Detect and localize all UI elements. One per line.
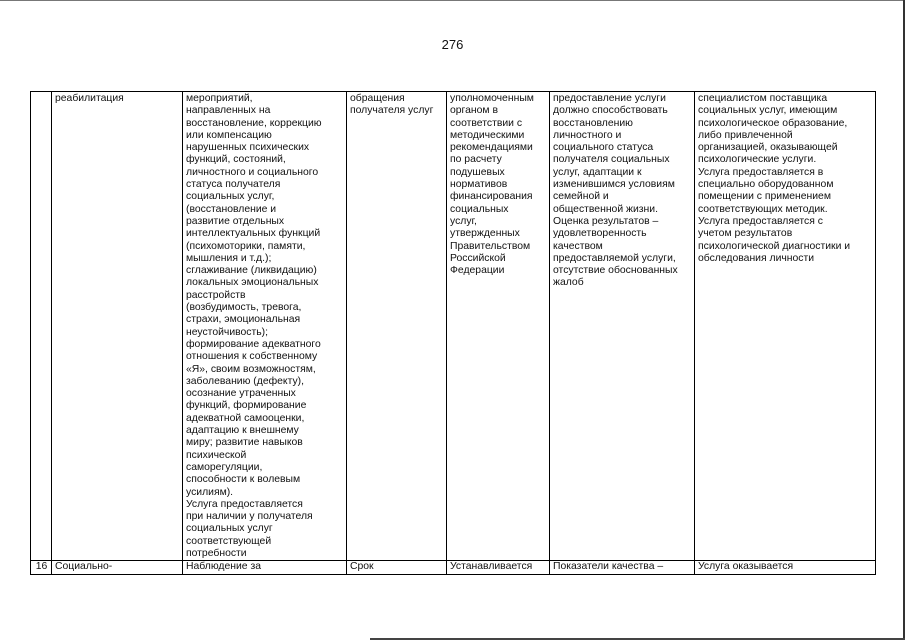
table-row xyxy=(31,561,876,574)
cell-service-description: мероприятий, направленных на восстановление, коррекцию или компенсацию нарушенных психических функций, состояний, личностного и социального статуса получателя социальных услуг, (восстановление и развитие отдельных интеллектуальных функций (психомоторики, памяти, мышления и т.д.); сглаживание (ликвидацию) локальных эмоциональных расстройств (возбудимость, тревога, страхи, эмоциональная неустойчивость); формирование адекватного отношения к собственному «Я», своим возможностям, заболеванию (дефекту), осознание утраченных функций, формирование адекватной самооценки, адаптацию к внешнему миру; развитие навыков психической саморегуляции, способности к волевым усилиям). Услуга предоставляется при наличии у получателя социальных услуг соответствующей потребности xyxy=(183,92,347,561)
cell-term: обращения получателя услуг xyxy=(347,92,447,561)
cell-number xyxy=(31,92,52,561)
cell-tariff: Устанавливается xyxy=(447,561,550,574)
cell-term: Срок xyxy=(347,561,447,574)
cell-quality: предоставление услуги должно способствовать восстановлению личностного и социального статуса получателя социальных услуг, адаптации к изменившимся условиям семейной и общественной жизни. Оценка результатов – удовлетворенность качеством предоставляемой услуги, отсутствие обоснованных жалоб xyxy=(550,92,695,561)
cell-service-name: Социально- xyxy=(52,561,183,574)
cell-quality: Показатели качества – xyxy=(550,561,695,574)
cell-service-description: Наблюдение за xyxy=(183,561,347,574)
services-table xyxy=(30,91,876,575)
cell-service-name: реабилитация xyxy=(52,92,183,561)
scan-edge-top xyxy=(0,0,905,1)
cell-conditions: Услуга оказывается xyxy=(695,561,876,574)
cell-conditions: специалистом поставщика социальных услуг, имеющим психологическое образование, либо привлеченной организацией, оказывающей психологические услуги. Услуга предоставляется в специально оборудованном помещении с применением соответствующих методик. Услуга предоставляется с учетом результатов психологической диагностики и обследования личности xyxy=(695,92,876,561)
cell-number: 16 xyxy=(31,561,52,574)
page-number: 276 xyxy=(441,37,464,52)
table-row xyxy=(31,92,876,561)
cell-tariff: уполномоченным органом в соответствии с методическими рекомендациями по расчету подушевых нормативов финансирования социальных услуг, утвержденных Правительством Российской Федерации xyxy=(447,92,550,561)
